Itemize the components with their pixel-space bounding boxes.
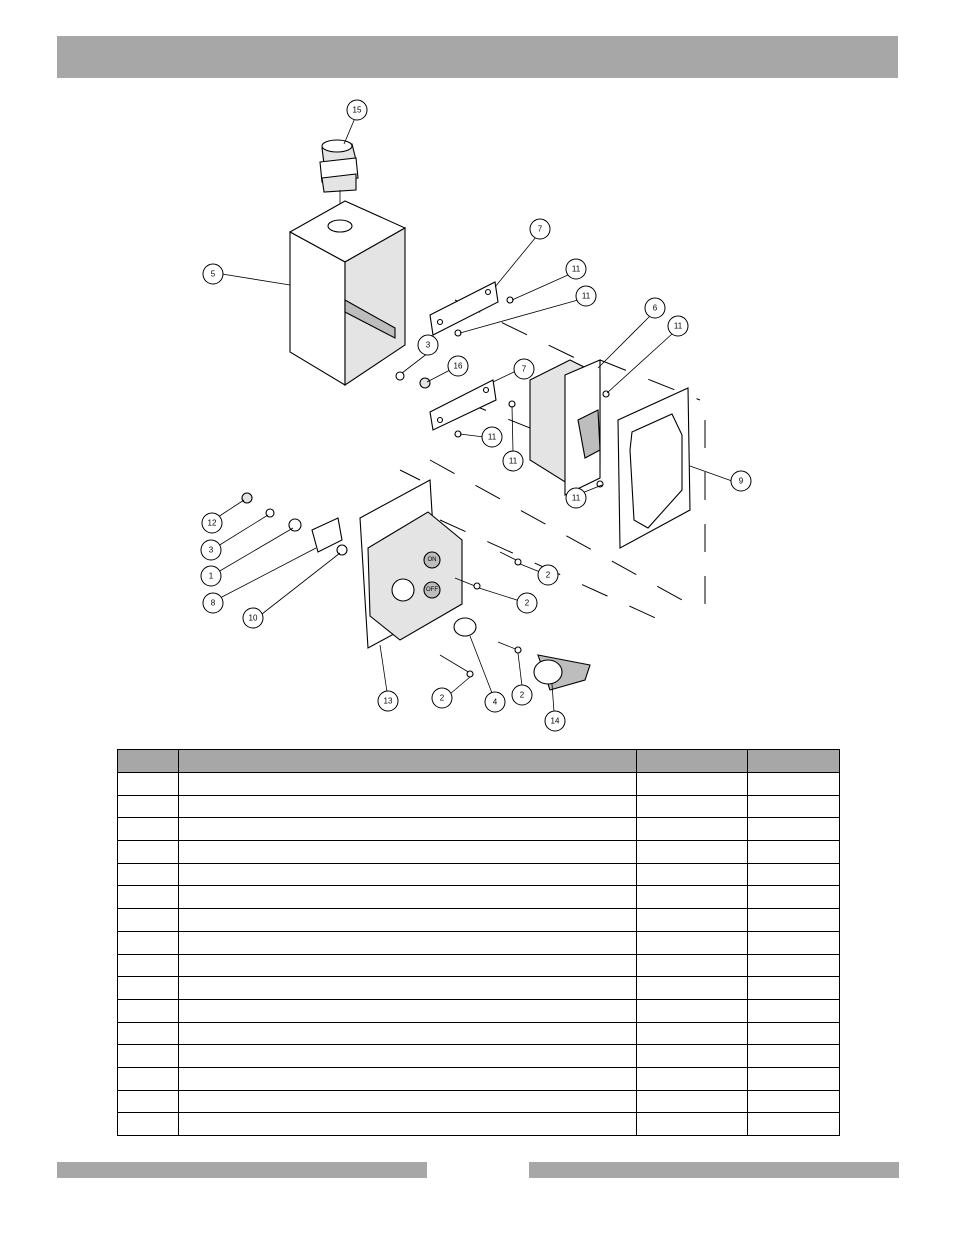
callout-7-lower: 7 [521,364,527,374]
table-cell [637,909,748,932]
callout-1: 1 [208,571,214,581]
table-cell [748,863,840,886]
table-cell [748,977,840,1000]
table-cell [748,773,840,796]
table-row [118,954,840,977]
column-header [637,750,748,773]
parts-table [117,749,840,1136]
sleeve-part [454,618,476,636]
table-cell [118,977,179,1000]
table-cell [118,954,179,977]
table-cell [748,841,840,864]
enclosure-box-part [290,201,405,385]
table-cell [179,977,637,1000]
table-cell [637,931,748,954]
table-cell [118,999,179,1022]
callout-6: 6 [652,303,658,313]
table-cell [118,795,179,818]
table-row [118,909,840,932]
table-cell [748,1067,840,1090]
callout-15: 15 [352,105,362,115]
table-cell [637,818,748,841]
callout-3-upper: 3 [425,340,431,350]
handle-part [534,655,590,690]
callout-7-upper: 7 [537,224,543,234]
table-cell [748,886,840,909]
table-row [118,1113,840,1136]
table-cell [179,954,637,977]
table-cell [748,818,840,841]
table-header-row [118,750,840,773]
callout-11-c: 11 [673,321,683,331]
table-cell [118,1090,179,1113]
table-cell [748,1113,840,1136]
table-cell [637,999,748,1022]
table-row [118,863,840,886]
table-cell [179,1022,637,1045]
table-row [118,1067,840,1090]
table-cell [637,1067,748,1090]
table-cell [748,795,840,818]
table-cell [748,1022,840,1045]
table-row [118,818,840,841]
table-cell [118,841,179,864]
table-cell [118,909,179,932]
table-row [118,1022,840,1045]
table-cell [118,1022,179,1045]
table-cell [637,954,748,977]
callout-14: 14 [550,716,560,726]
table-row [118,1045,840,1068]
callout-12: 12 [207,518,217,528]
table-row [118,886,840,909]
callout-11-b: 11 [581,291,591,301]
callout-9: 9 [738,476,744,486]
table-cell [179,1045,637,1068]
table-row [118,1090,840,1113]
callout-3-lower: 3 [208,545,214,555]
table-cell [118,1113,179,1136]
table-cell [637,795,748,818]
switch-body-part [530,360,600,495]
table-cell [748,909,840,932]
table-cell [637,1022,748,1045]
table-cell [179,1067,637,1090]
table-cell [118,773,179,796]
table-cell [637,1045,748,1068]
table-cell [179,999,637,1022]
table-cell [179,863,637,886]
table-cell [179,886,637,909]
table-cell [637,977,748,1000]
table-cell [118,886,179,909]
column-header [748,750,840,773]
table-cell [118,931,179,954]
table-cell [637,1090,748,1113]
gasket-part [618,388,690,548]
terminal-plate-lower-part [430,380,496,430]
table-cell [637,1113,748,1136]
table-cell [748,954,840,977]
callout-11-e: 11 [508,456,518,466]
table-cell [637,863,748,886]
column-header [118,750,179,773]
table-row [118,841,840,864]
table-cell [637,773,748,796]
column-header [179,750,637,773]
table-row [118,999,840,1022]
off-indicator-label: OFF [426,587,438,593]
callout-5: 5 [210,269,216,279]
table-row [118,931,840,954]
table-cell [179,1113,637,1136]
cover-plate-part [360,480,462,648]
table-row [118,773,840,796]
table-row [118,977,840,1000]
table-cell [179,1090,637,1113]
callout-10: 10 [248,613,258,623]
on-indicator-label: ON [427,557,437,563]
table-cell [118,1067,179,1090]
table-cell [748,1090,840,1113]
table-cell [118,863,179,886]
table-cell [179,909,637,932]
callout-11-f: 11 [571,493,581,503]
callout-11-d: 11 [487,432,497,442]
table-cell [179,773,637,796]
callout-8: 8 [210,598,216,608]
table-cell [118,818,179,841]
table-row [118,795,840,818]
table-body [118,773,840,1136]
footer-bar-right [529,1162,899,1178]
callout-2-c: 2 [439,693,445,703]
table-cell [179,841,637,864]
callout-16: 16 [453,361,463,371]
table-cell [748,1045,840,1068]
table-cell [179,931,637,954]
callout-13: 13 [383,696,393,706]
table-cell [118,1045,179,1068]
table-cell [179,818,637,841]
callout-4: 4 [492,697,498,707]
callout-2-d: 2 [519,690,525,700]
table-cell [748,999,840,1022]
table-cell [637,886,748,909]
callout-2-a: 2 [545,570,551,580]
terminal-plate-upper-part [430,282,498,335]
callout-11-a: 11 [571,264,581,274]
callout-2-b: 2 [524,598,530,608]
table-cell [748,931,840,954]
table-cell [637,841,748,864]
footer-bar-left [57,1162,427,1178]
table-cell [179,795,637,818]
